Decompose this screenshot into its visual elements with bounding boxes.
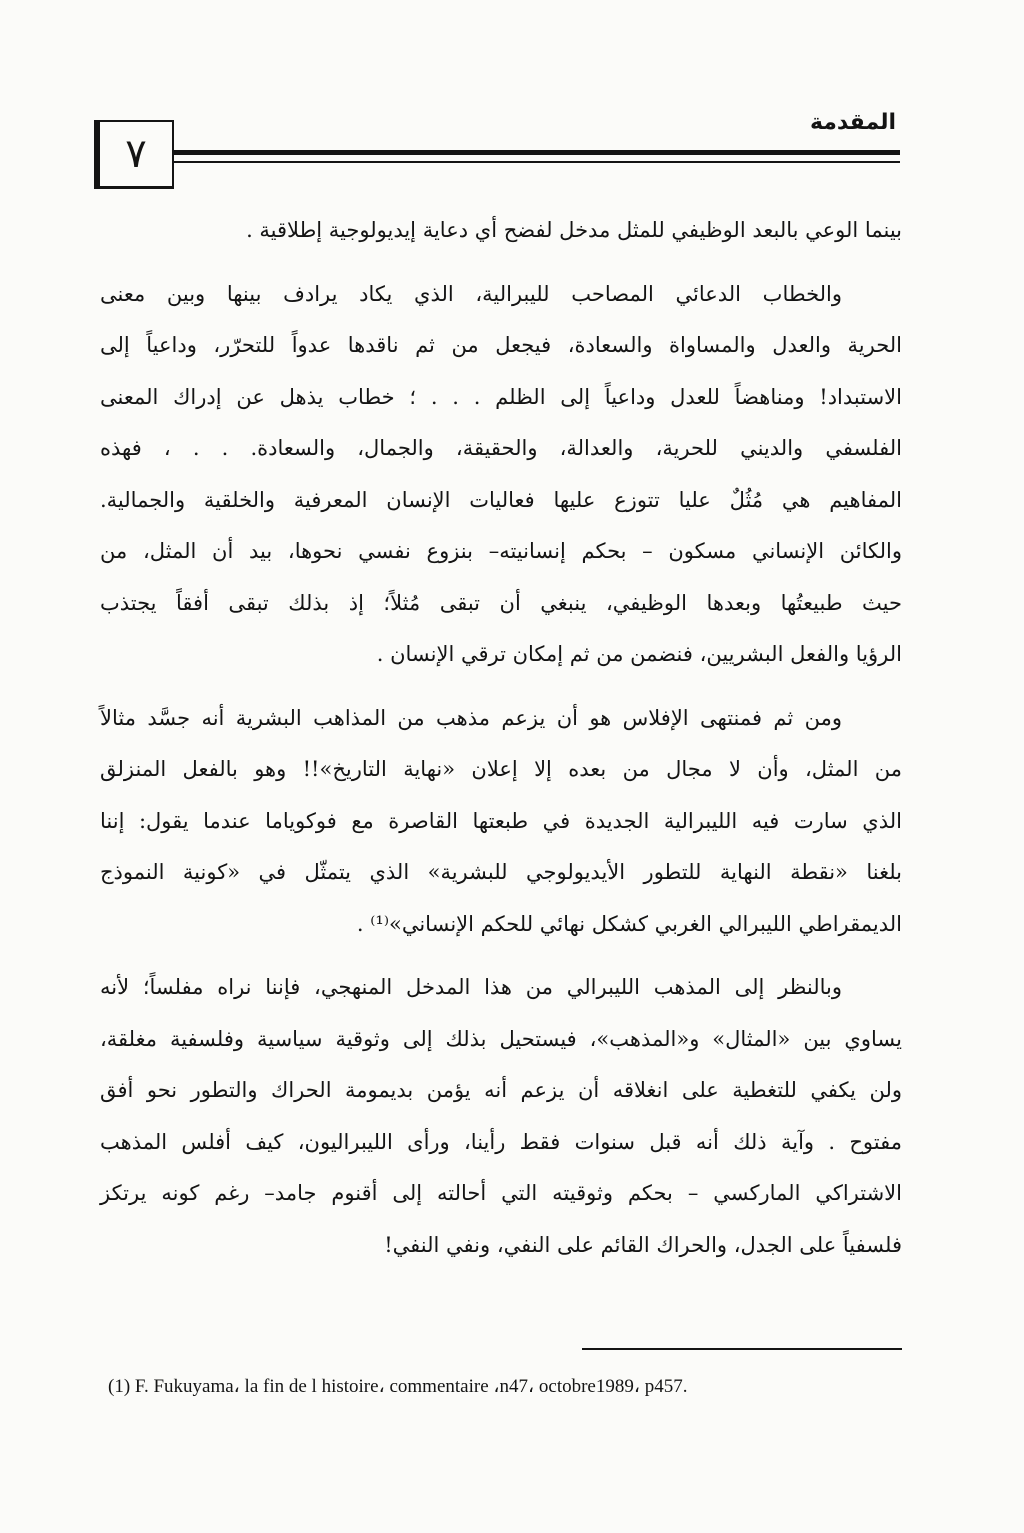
text-line: ومن ثم فمنتهى الإفلاس هو أن يزعم مذهب من المذاهب البشرية أنه جسَّد مثالاً — [100, 705, 842, 730]
header-rule-thin — [172, 161, 900, 163]
text-line: المفاهيم هي مُثُلٌ عليا تتوزع عليها فعاليات الإنسان المعرفية والخلقية والجمالية. — [100, 487, 902, 512]
text-line: والخطاب الدعائي المصاحب لليبرالية، الذي يكاد يرادف بينها وبين معنى — [100, 281, 842, 306]
text-line: الاشتراكي الماركسي – بحكم وثوقيته التي أحالته إلى أقنوم جامد– رغم كونه يرتكز — [100, 1181, 902, 1205]
text-line: بلغنا «نقطة النهاية للتطور الأيديولوجي للبشرية» الذي يتمثّل في «كونية النموذج — [100, 860, 902, 884]
paragraph-1 — [100, 205, 902, 257]
paragraph-4 — [100, 962, 902, 1271]
text-line: من المثل، وأن لا مجال من بعده إلا إعلان «نهاية التاريخ»!! وهو بالفعل المنزلق — [100, 757, 902, 781]
header-rule — [172, 150, 900, 155]
text-line: الفلسفي والديني للحرية، والعدالة، والحقيقة، والجمال، والسعادة. . . ، فهذه — [100, 436, 902, 460]
page-number: ٧ — [94, 120, 174, 189]
text-line: وبالنظر إلى المذهب الليبرالي من هذا المدخل المنهجي، فإننا نراه مفلساً؛ لأنه — [100, 975, 842, 999]
footnote-rule — [582, 1348, 902, 1350]
paragraph-2 — [100, 269, 902, 681]
text-line: ولن يكفي للتغطية على انغلاقه أن يزعم أنه يؤمن بديمومة الحراك والتطور نحو أفق — [100, 1078, 902, 1102]
paragraph-3 — [100, 693, 902, 951]
text-line: بينما الوعي بالبعد الوظيفي للمثل مدخل لفضح أي دعاية إيديولوجية إطلاقية . — [246, 218, 902, 242]
text-line: مفتوح . وآية ذلك أنه قبل سنوات فقط رأينا، ورأى الليبراليون، كيف أفلس المذهب — [100, 1129, 902, 1154]
text-line: حيث طبيعتُها وبعدها الوظيفي، ينبغي أن تبقى مُثلاً؛ إذ بذلك تبقى أفقاً يجتذب — [100, 590, 902, 615]
text-line: الاستبداد! ومناهضاً للعدل وداعياً إلى الظلم . . . ؛ خطاب يذهل عن إدراك المعنى — [100, 384, 902, 409]
text-line: الحرية والعدل والمساواة والسعادة، فيجعل من ثم ناقدها عدواً للتحرّر، وداعياً إلى — [100, 333, 902, 357]
chapter-title: المقدمة — [809, 110, 896, 135]
footnote: (1) F. Fukuyama، la fin de l histoire، commentaire ،n47، octobre1989، p457. — [108, 1376, 688, 1397]
text-line: الديمقراطي الليبرالي الغربي كشكل نهائي للحكم الإنساني»⁽¹⁾ . — [356, 911, 902, 936]
text-line: الذي سارت فيه الليبرالية الجديدة في طبعتها القاصرة مع فوكوياما عندما يقول: إننا — [100, 808, 902, 833]
text-line: الرؤيا والفعل البشريين، فنضمن من ثم إمكان ترقي الإنسان . — [376, 642, 902, 666]
text-line: يساوي بين «المثال» و«المذهب»، فيستحيل بذلك إلى وثوقية سياسية وفلسفية مغلقة، — [100, 1026, 902, 1051]
text-line: والكائن الإنساني مسكون – بحكم إنسانيته– بنزوع نفسي نحوها، بيد أن المثل، من — [100, 539, 902, 563]
body-text — [100, 205, 902, 1271]
text-line: فلسفياً على الجدل، والحراك القائم على النفي، ونفي النفي! — [384, 1232, 902, 1257]
